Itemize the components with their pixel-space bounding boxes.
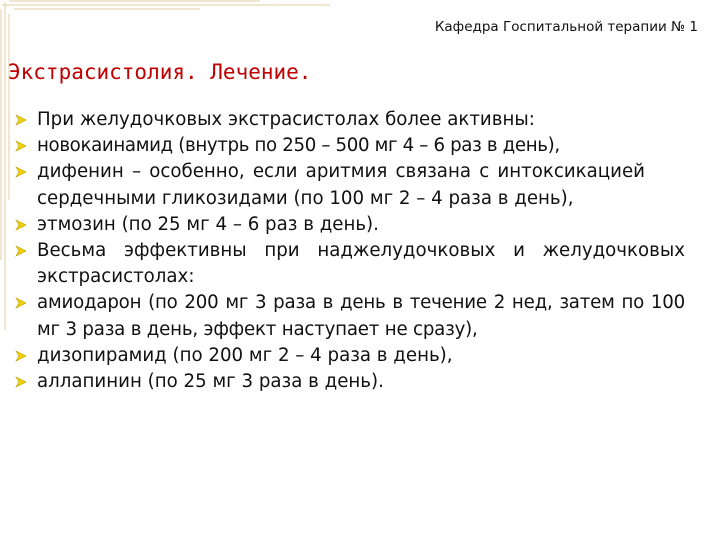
list-item-text: новокаинамид (внутрь по 250 – 500 мг 4 – 6 раз в день), [37, 135, 560, 157]
list-item-text: этмозин (по 25 мг 4 – 6 раз в день). [37, 213, 379, 235]
bullet-list [13, 107, 685, 395]
yellow-arrowhead-icon [15, 140, 27, 152]
list-item [13, 290, 685, 342]
yellow-arrowhead-icon [15, 166, 27, 178]
list-item [13, 369, 685, 395]
list-item-text: Весьма эффективны при наджелудочковых и желудочковых экстрасистолах: [37, 240, 685, 288]
list-item-text: дифенин – особенно, если аритмия связана с интоксикацией сердечными гликозидами (по 100 мг 2 – 4 раза в день), [37, 161, 645, 209]
list-item-text: амиодарон (по 200 мг 3 раза в день в течение 2 нед, затем по 100 мг 3 раза в день, эффект наступает не сразу), [37, 292, 685, 340]
list-item [13, 212, 685, 238]
yellow-arrowhead-icon [15, 350, 27, 362]
yellow-arrowhead-icon [15, 245, 27, 257]
list-item-text: дизопирамид (по 200 мг 2 – 4 раза в день), [37, 344, 453, 366]
list-item [13, 343, 685, 369]
list-item [13, 238, 685, 290]
yellow-arrowhead-icon [15, 219, 27, 231]
list-item-text: аллапинин (по 25 мг 3 раза в день). [37, 371, 384, 393]
yellow-arrowhead-icon [15, 114, 27, 126]
list-item [13, 133, 685, 159]
slide-title: Экстрасистолия. Лечение. [8, 60, 312, 84]
list-item [13, 159, 685, 211]
list-item [13, 107, 685, 133]
department-header: Кафедра Госпитальной терапии № 1 [434, 19, 698, 35]
list-item-text: При желудочковых экстрасистолах более активны: [37, 109, 535, 130]
yellow-arrowhead-icon [15, 376, 27, 388]
yellow-arrowhead-icon [15, 297, 27, 309]
